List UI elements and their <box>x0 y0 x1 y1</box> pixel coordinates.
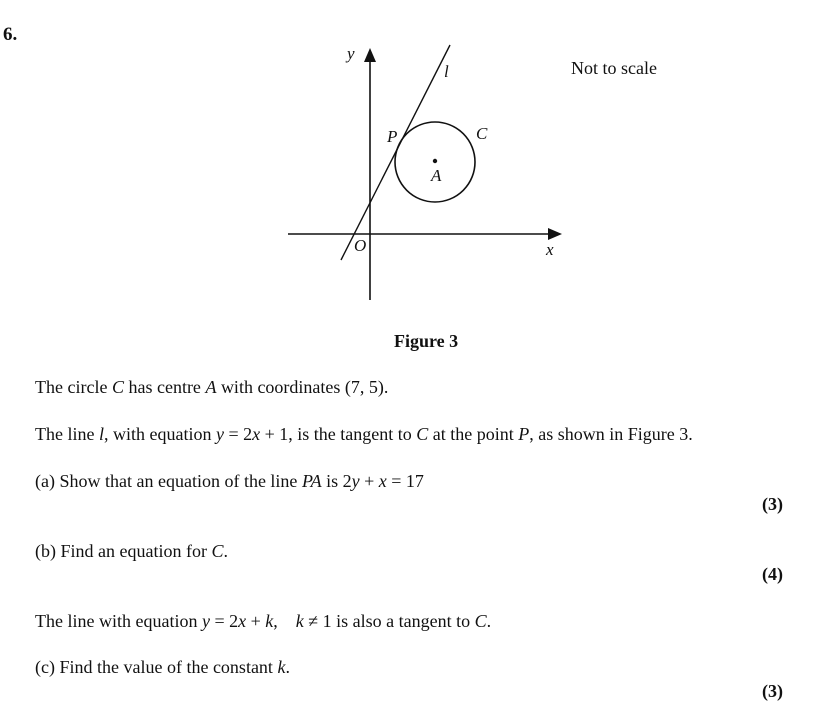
line-l-label: l <box>444 62 449 81</box>
x-axis-arrow <box>548 228 562 240</box>
part-c-marks: (3) <box>762 681 783 701</box>
part-a-question: (a) Show that an equation of the line PA is 2y + x = 17 <box>35 471 424 491</box>
x-axis-label: x <box>546 240 554 259</box>
question-number: 6. <box>3 24 18 45</box>
figure-3-diagram <box>280 38 570 308</box>
y-axis-arrow <box>364 48 376 62</box>
line-statement: The line l, with equation y = 2x + 1, is the tangent to C at the point P, as shown in Figure 3. <box>35 424 693 444</box>
origin-label: O <box>354 236 367 255</box>
centre-point-a <box>433 159 437 163</box>
part-b-question: (b) Find an equation for C. <box>35 541 228 561</box>
not-to-scale-note: Not to scale <box>571 58 657 78</box>
circle-statement: The circle C has centre A with coordinates (7, 5). <box>35 377 389 397</box>
point-p-label: P <box>387 127 398 146</box>
part-b-marks: (4) <box>762 564 783 584</box>
part-a-marks: (3) <box>762 494 783 514</box>
part-c-question: (c) Find the value of the constant k. <box>35 657 290 677</box>
centre-a-label: A <box>431 166 442 185</box>
second-tangent-statement: The line with equation y = 2x + k, k ≠ 1 is also a tangent to C. <box>35 611 492 631</box>
figure-caption: Figure 3 <box>394 331 459 351</box>
y-axis-label: y <box>347 44 355 63</box>
circle-c-label: C <box>476 124 488 143</box>
